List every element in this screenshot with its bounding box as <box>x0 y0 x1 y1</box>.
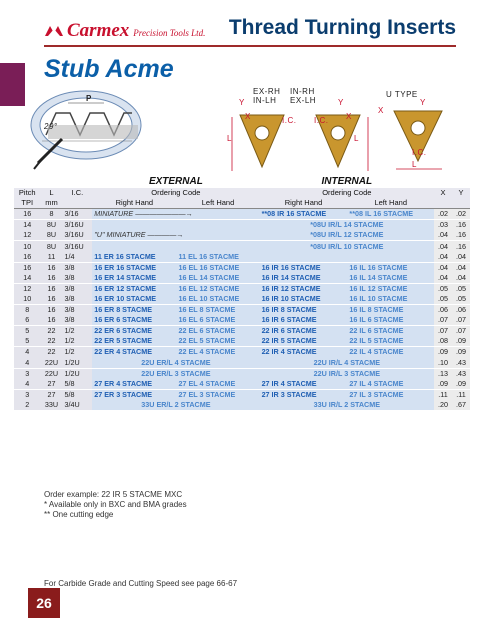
dim-x-u: X <box>378 106 384 115</box>
cell-external-left: 16 EL 16 STACME <box>176 262 259 273</box>
cell-external-code: 22U ER/L 3 STACME <box>92 368 259 379</box>
cell-y: .06 <box>452 305 470 316</box>
section-title: Stub Acme <box>44 55 174 83</box>
footnotes <box>44 490 187 520</box>
cell-x: .08 <box>434 336 452 347</box>
page-title: Thread Turning Inserts <box>228 16 456 39</box>
table-row <box>14 283 470 294</box>
cell-internal-left: 16 IL 10 STACME <box>347 294 434 305</box>
cell-x: .09 <box>434 347 452 358</box>
header-divider <box>44 45 456 47</box>
dim-x-left: X <box>245 112 251 121</box>
cell-x: .07 <box>434 326 452 337</box>
table-row <box>14 389 470 400</box>
cell-tpi: 12 <box>14 230 41 241</box>
cell-internal-left: 27 IL 3 STACME <box>347 389 434 400</box>
dim-l-right: L <box>354 134 359 143</box>
cell-ic: 1/2 <box>63 336 93 347</box>
cell-tpi: 3 <box>14 368 41 379</box>
cell-external-right: 16 ER 14 STACME <box>92 273 176 284</box>
cell-internal-right: 16 IR 12 STACME <box>260 283 348 294</box>
table-row <box>14 358 470 369</box>
cell-external-left: 16 EL 6 STACME <box>176 315 259 326</box>
dim-ic-left: I.C. <box>282 116 297 125</box>
cell-x: .09 <box>434 379 452 390</box>
cell-x: .20 <box>434 400 452 411</box>
cell-external-right: 11 ER 16 STACME <box>92 252 176 263</box>
cell-tpi: 4 <box>14 358 41 369</box>
cell-tpi: 16 <box>14 262 41 273</box>
cell-tpi: 14 <box>14 220 41 231</box>
cell-y: .67 <box>452 400 470 411</box>
cell-ic: 3/16 <box>63 209 93 220</box>
cell-internal-left: 22 IL 4 STACME <box>347 347 434 358</box>
table-body <box>14 209 470 411</box>
table-row <box>14 347 470 358</box>
in-lh-label: IN-LH <box>253 96 277 105</box>
cell-internal-left <box>347 252 434 263</box>
cell-ic: 3/8 <box>63 273 93 284</box>
cell-x: .04 <box>434 241 452 252</box>
cell-internal-right: 27 IR 4 STACME <box>260 379 348 390</box>
page-header <box>0 0 480 48</box>
cell-ic: 3/8 <box>63 305 93 316</box>
dim-ic-u: I.C. <box>412 148 427 157</box>
cell-internal-code: *08U IR/L 14 STACME <box>260 220 435 231</box>
cell-x: .04 <box>434 230 452 241</box>
cell-ic: 3/4U <box>63 400 93 411</box>
cell-tpi: 2 <box>14 400 41 411</box>
cell-ic: 1/2 <box>63 326 93 337</box>
cell-tpi: 4 <box>14 347 41 358</box>
cell-external-left: 16 EL 14 STACME <box>176 273 259 284</box>
cell-l: 16 <box>41 315 63 326</box>
col-left-hand-int: Left Hand <box>347 198 434 209</box>
cell-y: .43 <box>452 358 470 369</box>
arrow-right-icon: ———————→ <box>133 209 193 219</box>
u-type-label: U TYPE <box>386 90 418 99</box>
cell-external-right: 22 ER 4 STACME <box>92 347 176 358</box>
col-l: L <box>41 188 63 199</box>
table-row <box>14 209 470 220</box>
cell-x: .02 <box>434 209 452 220</box>
cell-internal-left: **08 IL 16 STACME <box>347 209 434 220</box>
cell-x: .10 <box>434 358 452 369</box>
table-row <box>14 305 470 316</box>
col-y: Y <box>452 188 470 199</box>
stub-acme-profile-icon <box>28 85 158 177</box>
cell-ic: 1/4 <box>63 252 93 263</box>
col-ic: I.C. <box>63 188 93 199</box>
dim-ic-right: I.C. <box>314 116 329 125</box>
cell-tpi: 10 <box>14 294 41 305</box>
cell-x: .03 <box>434 220 452 231</box>
cell-internal-code: 22U IR/L 3 STACME <box>260 368 435 379</box>
cell-ic: 1/2U <box>63 358 93 369</box>
table-row <box>14 368 470 379</box>
cell-ic: 3/8 <box>63 315 93 326</box>
cell-x: .11 <box>434 389 452 400</box>
cell-l: 16 <box>41 294 63 305</box>
table-row <box>14 294 470 305</box>
cell-external-right: 16 ER 6 STACME <box>92 315 176 326</box>
cell-y: .04 <box>452 273 470 284</box>
col-left-hand-ext: Left Hand <box>176 198 259 209</box>
table-row <box>14 230 470 241</box>
cell-l: 8U <box>41 230 63 241</box>
cell-external-right: 16 ER 12 STACME <box>92 283 176 294</box>
carmex-logo-icon <box>44 24 64 38</box>
cell-x: .04 <box>434 273 452 284</box>
cell-l: 22 <box>41 347 63 358</box>
cell-external-code: 33U ER/L 2 STACME <box>92 400 259 411</box>
cell-external-left: 22 EL 4 STACME <box>176 347 259 358</box>
cell-tpi: 10 <box>14 241 41 252</box>
cell-y: .04 <box>452 262 470 273</box>
cell-internal-left: 16 IL 16 STACME <box>347 262 434 273</box>
cell-y: .09 <box>452 347 470 358</box>
brand-subtitle: Precision Tools Ltd. <box>133 28 206 38</box>
cell-internal-left: 27 IL 4 STACME <box>347 379 434 390</box>
cell-ic: 1/2 <box>63 347 93 358</box>
cell-l: 8U <box>41 241 63 252</box>
cell-internal-right: 22 IR 6 STACME <box>260 326 348 337</box>
cell-ic: 3/16U <box>63 241 93 252</box>
arrow-right-icon: ————→ <box>145 230 184 240</box>
cell-external-right <box>92 241 176 252</box>
col-x: X <box>434 188 452 199</box>
cell-l: 8U <box>41 220 63 231</box>
cell-tpi: 12 <box>14 283 41 294</box>
cell-l: 27 <box>41 379 63 390</box>
table-row <box>14 262 470 273</box>
cell-l: 16 <box>41 273 63 284</box>
col-ordering-internal: Ordering Code <box>260 188 435 199</box>
cell-y: .09 <box>452 379 470 390</box>
cell-internal-right: 16 IR 8 STACME <box>260 305 348 316</box>
cell-ic: 3/8 <box>63 294 93 305</box>
table-row <box>14 273 470 284</box>
ex-rh-label: EX-RH <box>253 87 281 96</box>
cell-internal-right: 22 IR 4 STACME <box>260 347 348 358</box>
cell-external-code: 22U ER/L 4 STACME <box>92 358 259 369</box>
dim-y-u: Y <box>420 98 426 107</box>
cell-internal-code: *08U IR/L 10 STACME <box>260 241 435 252</box>
cell-y: .07 <box>452 326 470 337</box>
carbide-grade-note: For Carbide Grade and Cutting Speed see page 66-67 <box>44 579 238 588</box>
cell-tpi: 3 <box>14 389 41 400</box>
col-mm: mm <box>41 198 63 209</box>
cell-y: .04 <box>452 252 470 263</box>
internal-group-header: INTERNAL <box>260 177 435 188</box>
cell-tpi: 14 <box>14 273 41 284</box>
cell-y: .16 <box>452 230 470 241</box>
cell-y: .05 <box>452 294 470 305</box>
cell-l: 22U <box>41 358 63 369</box>
cell-internal-right: 16 IR 6 STACME <box>260 315 348 326</box>
cell-x: .07 <box>434 315 452 326</box>
cell-y: .16 <box>452 241 470 252</box>
cell-external-left: 16 EL 12 STACME <box>176 283 259 294</box>
cell-external-left <box>176 220 259 231</box>
cell-external-right: 27 ER 4 STACME <box>92 379 176 390</box>
cell-external-right: 16 ER 8 STACME <box>92 305 176 316</box>
table-row <box>14 400 470 411</box>
dim-l-left: L <box>227 134 232 143</box>
cell-l: 22 <box>41 336 63 347</box>
table-row <box>14 220 470 231</box>
cell-y: .43 <box>452 368 470 379</box>
table-row <box>14 326 470 337</box>
cell-y: .09 <box>452 336 470 347</box>
cell-internal-right: 22 IR 5 STACME <box>260 336 348 347</box>
cell-l: 16 <box>41 305 63 316</box>
cell-l: 22 <box>41 326 63 337</box>
cell-y: .11 <box>452 389 470 400</box>
cell-internal-code: *08U IR/L 12 STACME <box>260 230 435 241</box>
cell-internal-right: 16 IR 16 STACME <box>260 262 348 273</box>
table-row <box>14 252 470 263</box>
cell-l: 27 <box>41 389 63 400</box>
order-example: Order example: 22 IR 5 STACME MXC <box>44 490 183 499</box>
external-group-header: EXTERNAL <box>92 177 259 188</box>
cell-x: .13 <box>434 368 452 379</box>
cell-internal-right <box>260 252 348 263</box>
profile-pitch-label: P <box>86 94 92 103</box>
profile-angle-label: 29° <box>44 122 58 131</box>
cell-internal-left: 16 IL 12 STACME <box>347 283 434 294</box>
cell-ic: 3/16U <box>63 220 93 231</box>
cell-internal-right: 27 IR 3 STACME <box>260 389 348 400</box>
stub-acme-table <box>14 177 470 410</box>
cell-x: .05 <box>434 294 452 305</box>
cell-external-right: 22 ER 6 STACME <box>92 326 176 337</box>
cell-x: .04 <box>434 252 452 263</box>
cell-internal-left: 16 IL 8 STACME <box>347 305 434 316</box>
cell-l: 22U <box>41 368 63 379</box>
cell-ic: 3/8 <box>63 262 93 273</box>
cell-y: .02 <box>452 209 470 220</box>
table-row <box>14 379 470 390</box>
cell-ic: 1/2U <box>63 368 93 379</box>
u-type-insert-icon <box>384 103 454 173</box>
cell-tpi: 4 <box>14 379 41 390</box>
cell-x: .04 <box>434 262 452 273</box>
cell-tpi: 16 <box>14 209 41 220</box>
cell-internal-code: 22U IR/L 4 STACME <box>260 358 435 369</box>
cell-external-right: 27 ER 3 STACME <box>92 389 176 400</box>
dim-l-u: L <box>412 160 417 169</box>
cell-external-left: 16 EL 10 STACME <box>176 294 259 305</box>
cell-internal-left: 22 IL 6 STACME <box>347 326 434 337</box>
table-row <box>14 241 470 252</box>
in-rh-label: IN-RH <box>290 87 315 96</box>
col-right-hand-ext: Right Hand <box>92 198 176 209</box>
dim-x-right: X <box>346 112 352 121</box>
cell-tpi: 5 <box>14 336 41 347</box>
ex-lh-label: EX-LH <box>290 96 317 105</box>
dim-y-right: Y <box>338 98 344 107</box>
col-ordering-external: Ordering Code <box>92 188 259 199</box>
cell-tpi: 8 <box>14 305 41 316</box>
cell-external-left: 27 EL 3 STACME <box>176 389 259 400</box>
cell-ic: 5/8 <box>63 379 93 390</box>
cell-x: .05 <box>434 283 452 294</box>
insert-diagrams <box>28 85 468 177</box>
miniature-note: MINIATURE ———————→ <box>92 209 259 220</box>
page-number: 26 <box>28 588 60 618</box>
col-right-hand-int: Right Hand <box>260 198 348 209</box>
cell-external-left: 27 EL 4 STACME <box>176 379 259 390</box>
cell-l: 8 <box>41 209 63 220</box>
cell-internal-right: 16 IR 10 STACME <box>260 294 348 305</box>
cell-tpi: 6 <box>14 315 41 326</box>
table-row <box>14 315 470 326</box>
col-tpi: TPI <box>14 198 41 209</box>
cell-external-left <box>176 241 259 252</box>
carmex-logo <box>44 20 205 42</box>
cell-external-right: 22 ER 5 STACME <box>92 336 176 347</box>
brand-name: Carmex <box>67 20 130 41</box>
cell-y: .05 <box>452 283 470 294</box>
cell-internal-code: 33U IR/L 2 STACME <box>260 400 435 411</box>
footnote-2: ** One cutting edge <box>44 510 114 519</box>
cell-external-left: 11 EL 16 STACME <box>176 252 259 263</box>
dim-y-left: Y <box>239 98 245 107</box>
cell-y: .07 <box>452 315 470 326</box>
section-side-tab <box>0 63 25 106</box>
cell-x: .06 <box>434 305 452 316</box>
cell-internal-left: 22 IL 5 STACME <box>347 336 434 347</box>
cell-ic: 5/8 <box>63 389 93 400</box>
u-miniature-note: "U" MINIATURE ————→ <box>92 230 259 241</box>
cell-l: 33U <box>41 400 63 411</box>
table-row <box>14 336 470 347</box>
cell-external-left: 16 EL 8 STACME <box>176 305 259 316</box>
cell-ic: 3/8 <box>63 283 93 294</box>
cell-l: 11 <box>41 252 63 263</box>
cell-internal-left: 16 IL 14 STACME <box>347 273 434 284</box>
cell-external-right <box>92 220 176 231</box>
cell-tpi: 5 <box>14 326 41 337</box>
cell-external-left: 22 EL 6 STACME <box>176 326 259 337</box>
cell-external-right: 16 ER 16 STACME <box>92 262 176 273</box>
cell-internal-left: 16 IL 6 STACME <box>347 315 434 326</box>
col-pitch: Pitch <box>14 188 41 199</box>
cell-external-right: 16 ER 10 STACME <box>92 294 176 305</box>
cell-ic: 3/16U <box>63 230 93 241</box>
cell-external-left: 22 EL 5 STACME <box>176 336 259 347</box>
cell-y: .16 <box>452 220 470 231</box>
cell-l: 16 <box>41 283 63 294</box>
cell-l: 16 <box>41 262 63 273</box>
cell-internal-right: 16 IR 14 STACME <box>260 273 348 284</box>
cell-tpi: 16 <box>14 252 41 263</box>
footnote-1: * Available only in BXC and BMA grades <box>44 500 187 509</box>
cell-internal-right: **08 IR 16 STACME <box>260 209 348 220</box>
